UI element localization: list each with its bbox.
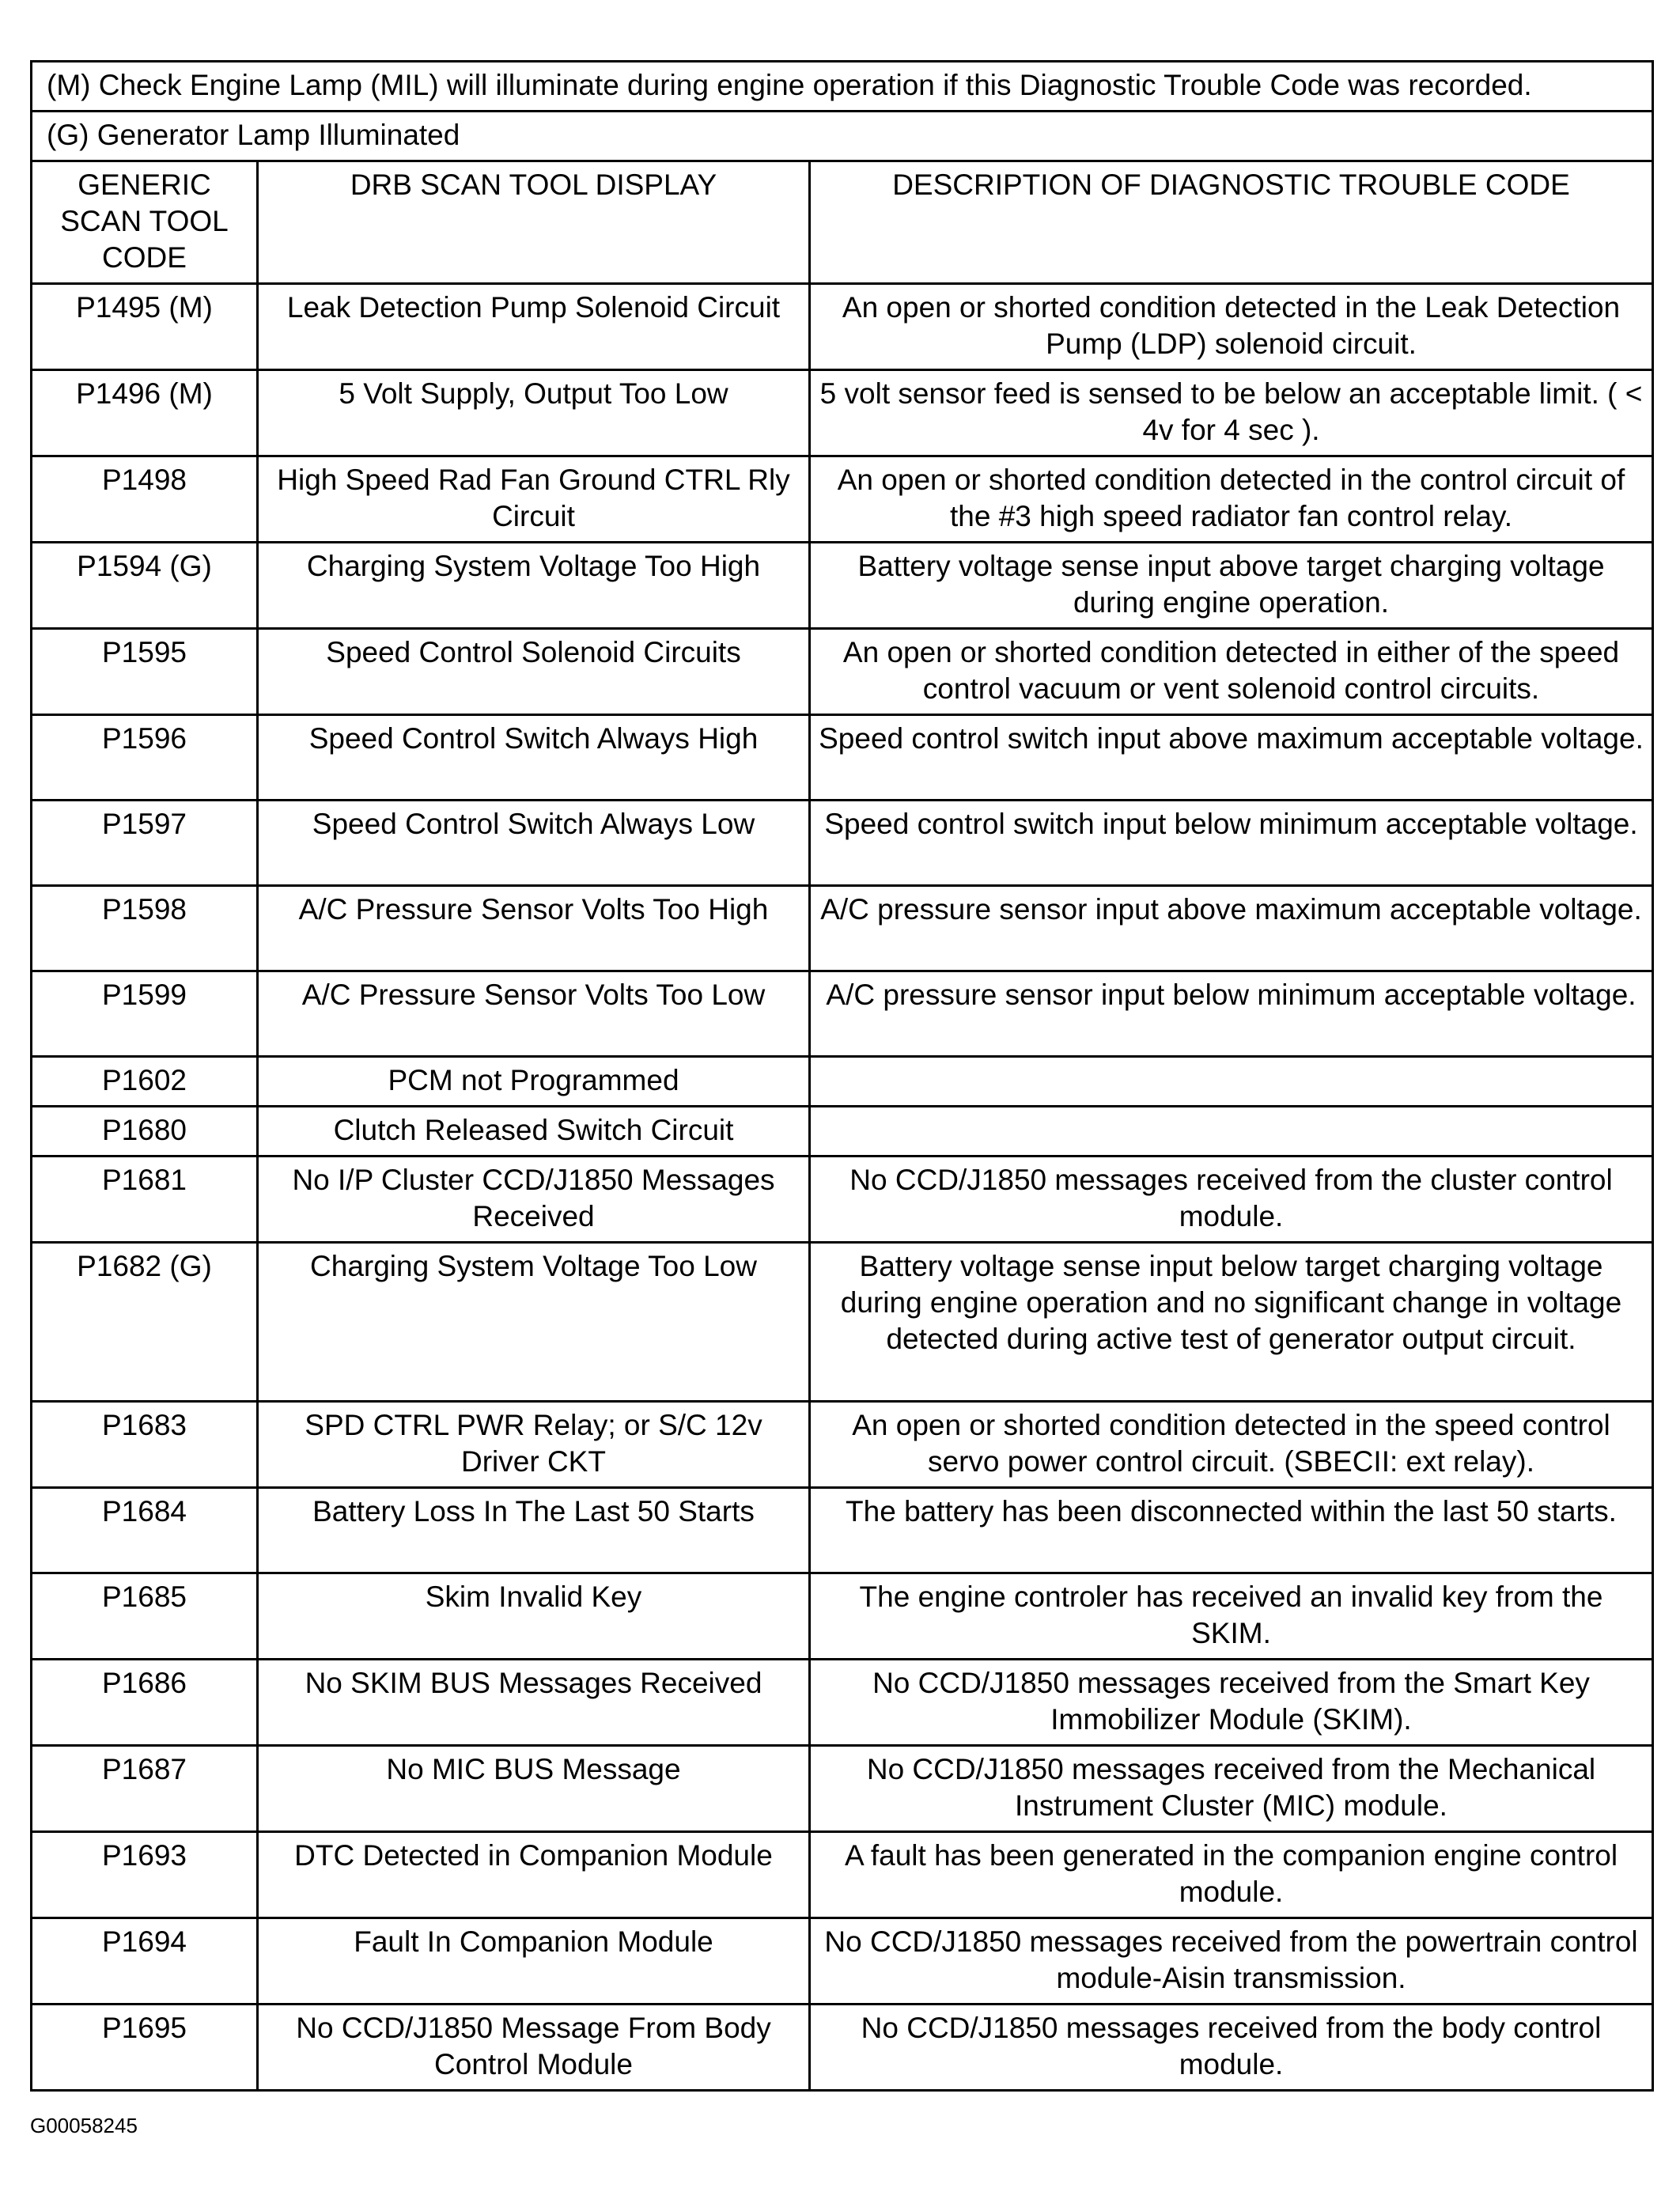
dtc-description-cell [810,1107,1653,1157]
table-row [32,1746,1653,1832]
dtc-description-cell: An open or shorted condition detected in the speed control servo power control circuit. (SBECII: ext relay). [810,1402,1653,1488]
dtc-code-cell: P1680 [32,1107,258,1157]
table-row [32,1402,1653,1488]
header-generic-scan-tool-code: GENERIC SCAN TOOL CODE [32,161,258,284]
dtc-description-cell [810,1057,1653,1107]
dtc-code-cell: P1594 (G) [32,543,258,629]
dtc-code-cell: P1597 [32,801,258,886]
dtc-description-cell: No CCD/J1850 messages received from the powertrain control module-Aisin transmission. [810,1918,1653,2005]
dtc-code-cell: P1496 (M) [32,370,258,456]
dtc-code-cell: P1595 [32,629,258,715]
dtc-code-cell: P1596 [32,715,258,801]
table-row [32,543,1653,629]
dtc-description-cell: A fault has been generated in the companion engine control module. [810,1832,1653,1918]
dtc-code-cell: P1598 [32,886,258,971]
table-row [32,801,1653,886]
dtc-code-cell: P1495 (M) [32,284,258,370]
table-row [32,886,1653,971]
dtc-description-cell: No CCD/J1850 messages received from the Mechanical Instrument Cluster (MIC) module. [810,1746,1653,1832]
dtc-description-cell: No CCD/J1850 messages received from the cluster control module. [810,1157,1653,1243]
dtc-description-cell: No CCD/J1850 messages received from the Smart Key Immobilizer Module (SKIM). [810,1660,1653,1746]
note-generator: (G) Generator Lamp Illuminated [32,112,1653,161]
table-row [32,284,1653,370]
table-row [32,1573,1653,1660]
dtc-code-cell: P1684 [32,1488,258,1573]
note-row-mil [32,62,1653,112]
dtc-description-cell: A/C pressure sensor input above maximum acceptable voltage. [810,886,1653,971]
dtc-code-cell: P1681 [32,1157,258,1243]
dtc-description-cell: The battery has been disconnected within the last 50 starts. [810,1488,1653,1573]
dtc-code-cell: P1685 [32,1573,258,1660]
table-row [32,1832,1653,1918]
header-drb-scan-tool-display: DRB SCAN TOOL DISPLAY [258,161,810,284]
dtc-code-cell: P1498 [32,456,258,543]
drb-display-cell: Clutch Released Switch Circuit [258,1107,810,1157]
table-row [32,456,1653,543]
dtc-description-cell: Speed control switch input above maximum acceptable voltage. [810,715,1653,801]
dtc-table-body [32,62,1653,2091]
dtc-code-cell: P1682 (G) [32,1243,258,1402]
table-row [32,1243,1653,1402]
header-description: DESCRIPTION OF DIAGNOSTIC TROUBLE CODE [810,161,1653,284]
table-row [32,1660,1653,1746]
drb-display-cell: Speed Control Solenoid Circuits [258,629,810,715]
dtc-code-cell: P1602 [32,1057,258,1107]
dtc-description-cell: Battery voltage sense input above target charging voltage during engine operation. [810,543,1653,629]
drb-display-cell: Fault In Companion Module [258,1918,810,2005]
dtc-code-cell: P1693 [32,1832,258,1918]
dtc-table [30,60,1654,2092]
table-row [32,2005,1653,2091]
table-row [32,971,1653,1057]
dtc-description-cell: Speed control switch input below minimum acceptable voltage. [810,801,1653,886]
table-row [32,1107,1653,1157]
dtc-code-cell: P1683 [32,1402,258,1488]
dtc-description-cell: Battery voltage sense input below target charging voltage during engine operation and no significant change in voltage detected during active test of generator output circuit. [810,1243,1653,1402]
drb-display-cell: DTC Detected in Companion Module [258,1832,810,1918]
dtc-code-cell: P1599 [32,971,258,1057]
dtc-description-cell: 5 volt sensor feed is sensed to be below an acceptable limit. ( < 4v for 4 sec ). [810,370,1653,456]
drb-display-cell: 5 Volt Supply, Output Too Low [258,370,810,456]
dtc-code-cell: P1687 [32,1746,258,1832]
note-mil: (M) Check Engine Lamp (MIL) will illuminate during engine operation if this Diagnostic Trouble Code was recorded. [32,62,1653,112]
drb-display-cell: Skim Invalid Key [258,1573,810,1660]
drb-display-cell: SPD CTRL PWR Relay; or S/C 12v Driver CKT [258,1402,810,1488]
table-row [32,715,1653,801]
drb-display-cell: No I/P Cluster CCD/J1850 Messages Received [258,1157,810,1243]
drb-display-cell: Battery Loss In The Last 50 Starts [258,1488,810,1573]
dtc-code-cell: P1695 [32,2005,258,2091]
figure-id: G00058245 [30,2114,138,2137]
drb-display-cell: High Speed Rad Fan Ground CTRL Rly Circuit [258,456,810,543]
drb-display-cell: No SKIM BUS Messages Received [258,1660,810,1746]
drb-display-cell: A/C Pressure Sensor Volts Too Low [258,971,810,1057]
drb-display-cell: Speed Control Switch Always High [258,715,810,801]
drb-display-cell: PCM not Programmed [258,1057,810,1107]
drb-display-cell: A/C Pressure Sensor Volts Too High [258,886,810,971]
dtc-description-cell: An open or shorted condition detected in the control circuit of the #3 high speed radiator fan control relay. [810,456,1653,543]
table-row [32,1488,1653,1573]
drb-display-cell: No CCD/J1850 Message From Body Control Module [258,2005,810,2091]
header-row [32,161,1653,284]
table-row [32,1057,1653,1107]
dtc-description-cell: The engine controler has received an invalid key from the SKIM. [810,1573,1653,1660]
dtc-code-cell: P1686 [32,1660,258,1746]
drb-display-cell: Charging System Voltage Too High [258,543,810,629]
dtc-description-cell: An open or shorted condition detected in either of the speed control vacuum or vent solenoid control circuits. [810,629,1653,715]
drb-display-cell: Speed Control Switch Always Low [258,801,810,886]
dtc-code-cell: P1694 [32,1918,258,2005]
dtc-description-cell: No CCD/J1850 messages received from the body control module. [810,2005,1653,2091]
drb-display-cell: Charging System Voltage Too Low [258,1243,810,1402]
table-row [32,370,1653,456]
drb-display-cell: Leak Detection Pump Solenoid Circuit [258,284,810,370]
dtc-description-cell: An open or shorted condition detected in the Leak Detection Pump (LDP) solenoid circuit. [810,284,1653,370]
note-row-generator [32,112,1653,161]
table-row [32,1157,1653,1243]
drb-display-cell: No MIC BUS Message [258,1746,810,1832]
table-row [32,629,1653,715]
dtc-description-cell: A/C pressure sensor input below minimum acceptable voltage. [810,971,1653,1057]
table-row [32,1918,1653,2005]
